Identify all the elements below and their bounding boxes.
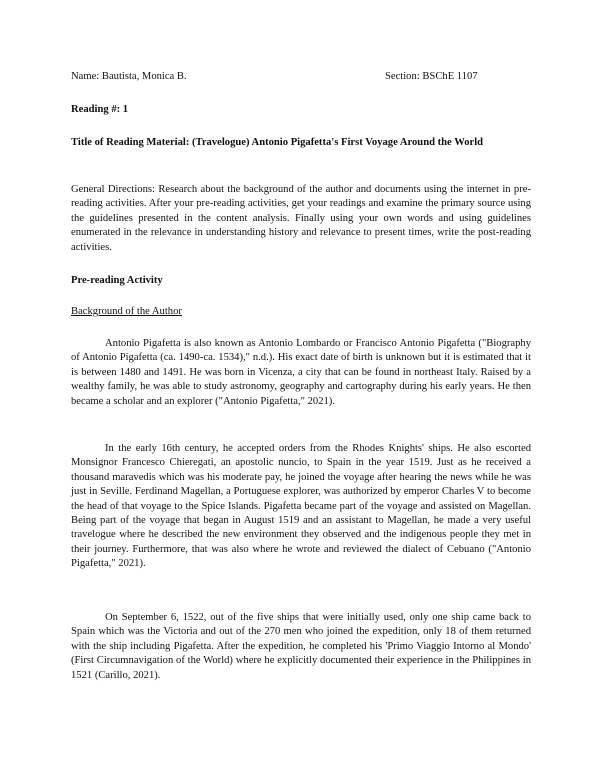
paragraph-2: In the early 16th century, he accepted orders from the Rhodes Knights' ships. He also escorted Monsignor Francesco Chieregati, an apostolic nuncio, to Spain in the year 1519. Just as he received a thousand maravedis which was his moderate pay, he joined the voyage after hearing the news while he was just in Seville. Ferdinand Magellan, a Portuguese explorer, was authorized by emperor Charles V to become the head of that voyage to the Spice Islands. Pigafetta became part of the voyage and assisted on Magellan. Being part of the voyage that began in August 1519 and an assistant to Magellan, he made a very useful travelogue where he described the new environment they observed and the indigenous people they met in their journey. Furthermore, that was also where he wrote and reviewed the dialect of Cebuano ("Antonio Pigafetta," 2021). (71, 443, 531, 570)
paragraph-1: Antonio Pigafetta is also known as Antonio Lombardo or Francisco Antonio Pigafetta ("Biography of Antonio Pigafetta (ca. 1490-ca. 1534)," n.d.). His exact date of birth is unknown but it is estimated that it is between 1480 and 1491. He was born in Vicenza, a city that can be found in northeast Italy. Raised by a wealthy family, he was able to study astronomy, geography and cartography during his early years. He then became a scholar and an explorer ("Antonio Pigafetta," 2021). (71, 338, 531, 407)
subheading-background: Background of the Author (71, 306, 182, 317)
general-directions: General Directions: Research about the background of the author and documents using the internet in pre-reading activities. After your pre-reading activities, get your readings and examine the primary source using the guidelines presented in the content analysis. Finally using your own words and using guidelines enumerated in the relevance in understanding history and relevance to present times, write the post-reading activities. (71, 184, 531, 253)
reading-title: Title of Reading Material: (Travelogue) Antonio Pigafetta's First Voyage Around the World (71, 137, 484, 148)
student-section: Section: BSChE 1107 (385, 71, 478, 82)
reading-number: Reading #: 1 (71, 104, 129, 115)
section-heading: Pre-reading Activity (71, 275, 163, 286)
student-name: Name: Bautista, Monica B. (71, 71, 187, 82)
header-row (71, 70, 531, 86)
paragraph-3: On September 6, 1522, out of the five ships that were initially used, only one ship came back to Spain which was the Victoria and out of the 270 men who joined the expedition, only 18 of them returned with the ship including Pigafetta. After the expedition, he completed his 'Primo Viaggio Intorno al Mondo' (First Circumnavigation of the World) where he explicitly documented their experience in the Philippines in 1521 (Carillo, 2021). (71, 612, 531, 681)
